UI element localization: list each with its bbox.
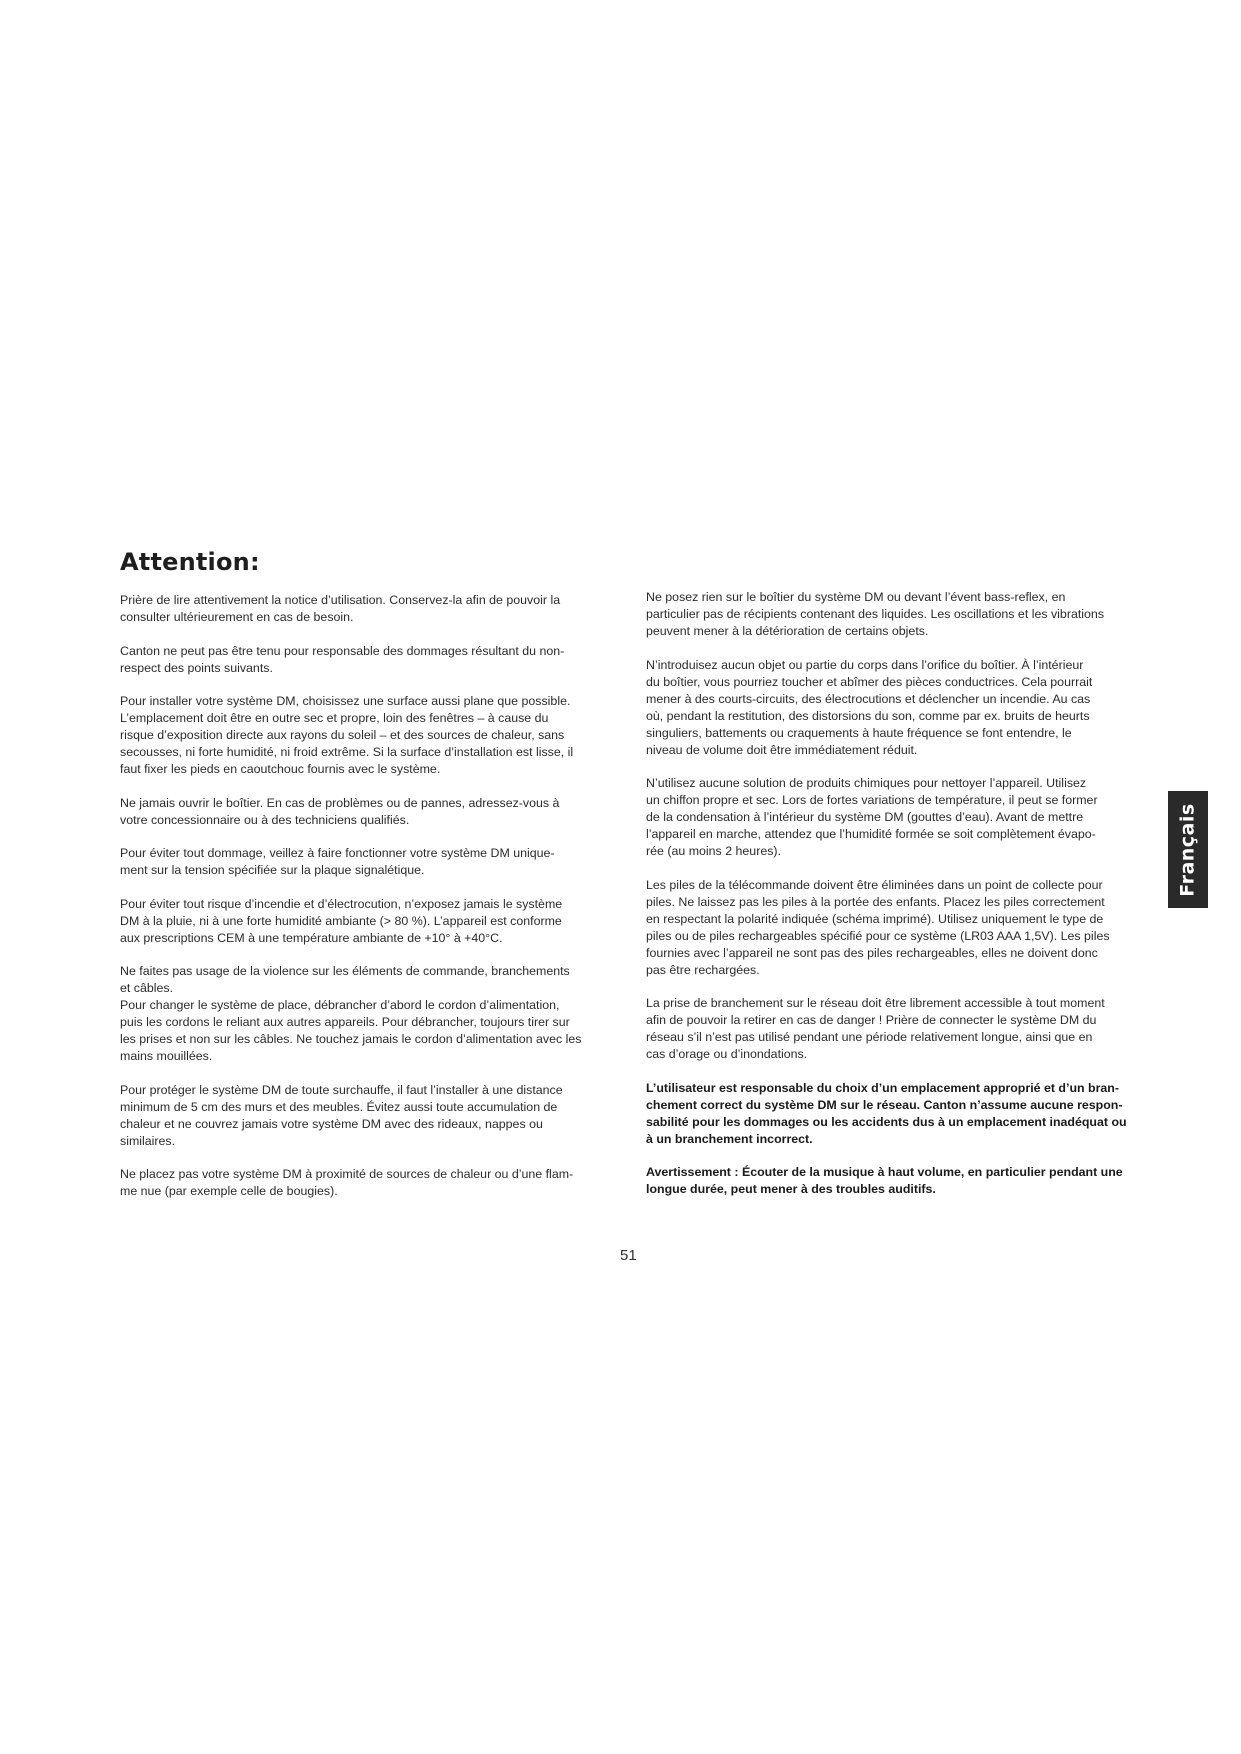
paragraph-liability: Canton ne peut pas être tenu pour responsable des dommages résultant du non- respect des points suivants. — [120, 643, 565, 675]
paragraph-unplugging: Pour changer le système de place, débrancher d’abord le cordon d’alimentation, puis les cordons le reliant aux autres appareils. Pour débrancher, toujours tirer sur les prises et non sur les câbles. Ne touchez jamais le cordon d’alimentation avec les mains mouillées. — [120, 998, 582, 1063]
paragraph-do-not-open: Ne jamais ouvrir le boîtier. En cas de problèmes ou de pannes, adressez-vous à votre concessionnaire ou à des techniciens qualifiés. — [120, 795, 560, 827]
language-tab-label: Français — [1177, 802, 1200, 897]
paragraph-voltage: Pour éviter tout dommage, veillez à faire fonctionner votre système DM unique- ment sur la tension spécifiée sur la plaque signalétique. — [120, 846, 555, 877]
paragraph-open-flame: Ne placez pas votre système DM à proximité de sources de chaleur ou d’une flam- me nue (par exemple celle de bougies). — [120, 1167, 574, 1198]
paragraph-no-force: Ne faites pas usage de la violence sur les éléments de commande, branchements et câbles. — [120, 964, 570, 995]
page-title: Attention: — [120, 548, 260, 576]
paragraph-objects-on-cabinet: Ne posez rien sur le boîtier du système DM ou devant l’évent bass-reflex, en particulier pas de récipients contenant des liquides. Les oscillations et les vibrations peuvent mener à la détérioration de certains objets. — [646, 590, 1105, 638]
paragraph-read-manual: Prière de lire attentivement la notice d’utilisation. Conservez-la afin de pouvoir la consulter ultérieurement en cas de besoin. — [120, 593, 561, 624]
paragraph-user-responsibility: L’utilisateur est responsable du choix d’un emplacement approprié et d’un bran- chement correct du système DM sur le réseau. Canton n’assume aucune respon- sabilité pour les dommages ou les accidents dus à un emplacement inadéquat ou à un branchement incorrect. — [646, 1080, 1127, 1146]
language-tab — [1168, 791, 1208, 908]
paragraph-cleaning: N’utilisez aucune solution de produits chimiques pour nettoyer l’appareil. Utilisez un chiffon propre et sec. Lors de fortes variations de température, il peut se former de la condensation à l’intérieur du système DM (gouttes d’eau). Avant de mettre l’appareil en marche, attendez que l’humidité formée se soit complètement évapo- rée (au moins 2 heures). — [646, 776, 1098, 858]
page-number: 51 — [620, 1247, 637, 1264]
paragraph-hearing-warning: Avertissement : Écouter de la musique à haut volume, en particulier pendant une longue durée, peut mener à des troubles auditifs. — [646, 1165, 1123, 1196]
left-column — [120, 592, 610, 1217]
paragraph-installation-surface: Pour installer votre système DM, choisissez une surface aussi plane que possible. L’emplacement doit être en outre sec et propre, loin des fenêtres – à cause du risque d’exposition directe aux rayons du soleil – et des sources de chaleur, sans secousses, ni forte humidité, ni froid extrême. Si la surface d’installation est lisse, il faut fixer les pieds en caoutchouc fournis avec le système. — [120, 694, 574, 776]
paragraph-batteries: Les piles de la télécommande doivent être éliminées dans un point de collecte pour piles. Ne laissez pas les piles à la portée des enfants. Placez les piles correctement en respectant la polarité indiquée (schéma imprimé). Utilisez uniquement le type de piles ou de piles rechargeables spécifié pour ce système (LR03 AAA 1,5V). Les piles fournies avec l’appareil ne sont pas des piles rechargeables, elles ne doivent donc pas être rechargées. — [646, 877, 1110, 977]
paragraph-overheating: Pour protéger le système DM de toute surchauffe, il faut l’installer à une distance minimum de 5 cm des murs et des meubles. Évitez aussi toute accumulation de chaleur et ne couvrez jamais votre système DM avec des rideaux, nappes ou similaires. — [120, 1082, 563, 1148]
paragraph-foreign-objects: N’introduisez aucun objet ou partie du corps dans l’orifice du boîtier. À l’intérieur du boîtier, vous pourriez toucher et abîmer des pièces conductrices. Cela pourrait mener à des courts-circuits, des électrocutions et déclencher un incendie. Au cas où, pendant la restitution, des distorsions du son, comme par ex. bruits de heurts singuliers, battements ou craquements à haute fréquence se font entendre, le niveau de volume doit être immédiatement réduit. — [646, 657, 1093, 757]
paragraph-fire-shock-risk: Pour éviter tout risque d’incendie et d’électrocution, n’exposez jamais le système DM à la pluie, ni à une forte humidité ambiante (> 80 %). L’appareil est conforme aux prescriptions CEM à une température ambiante de +10° à +40°C. — [120, 896, 563, 945]
paragraph-mains-plug: La prise de branchement sur le réseau doit être librement accessible à tout moment afin de pouvoir la retirer en cas de danger ! Prière de connecter le système DM du réseau s’il n’est pas utilisé pendant une période relativement longue, ainsi que en cas d’orage ou d’inondations. — [646, 996, 1105, 1061]
right-column — [646, 589, 1138, 1215]
